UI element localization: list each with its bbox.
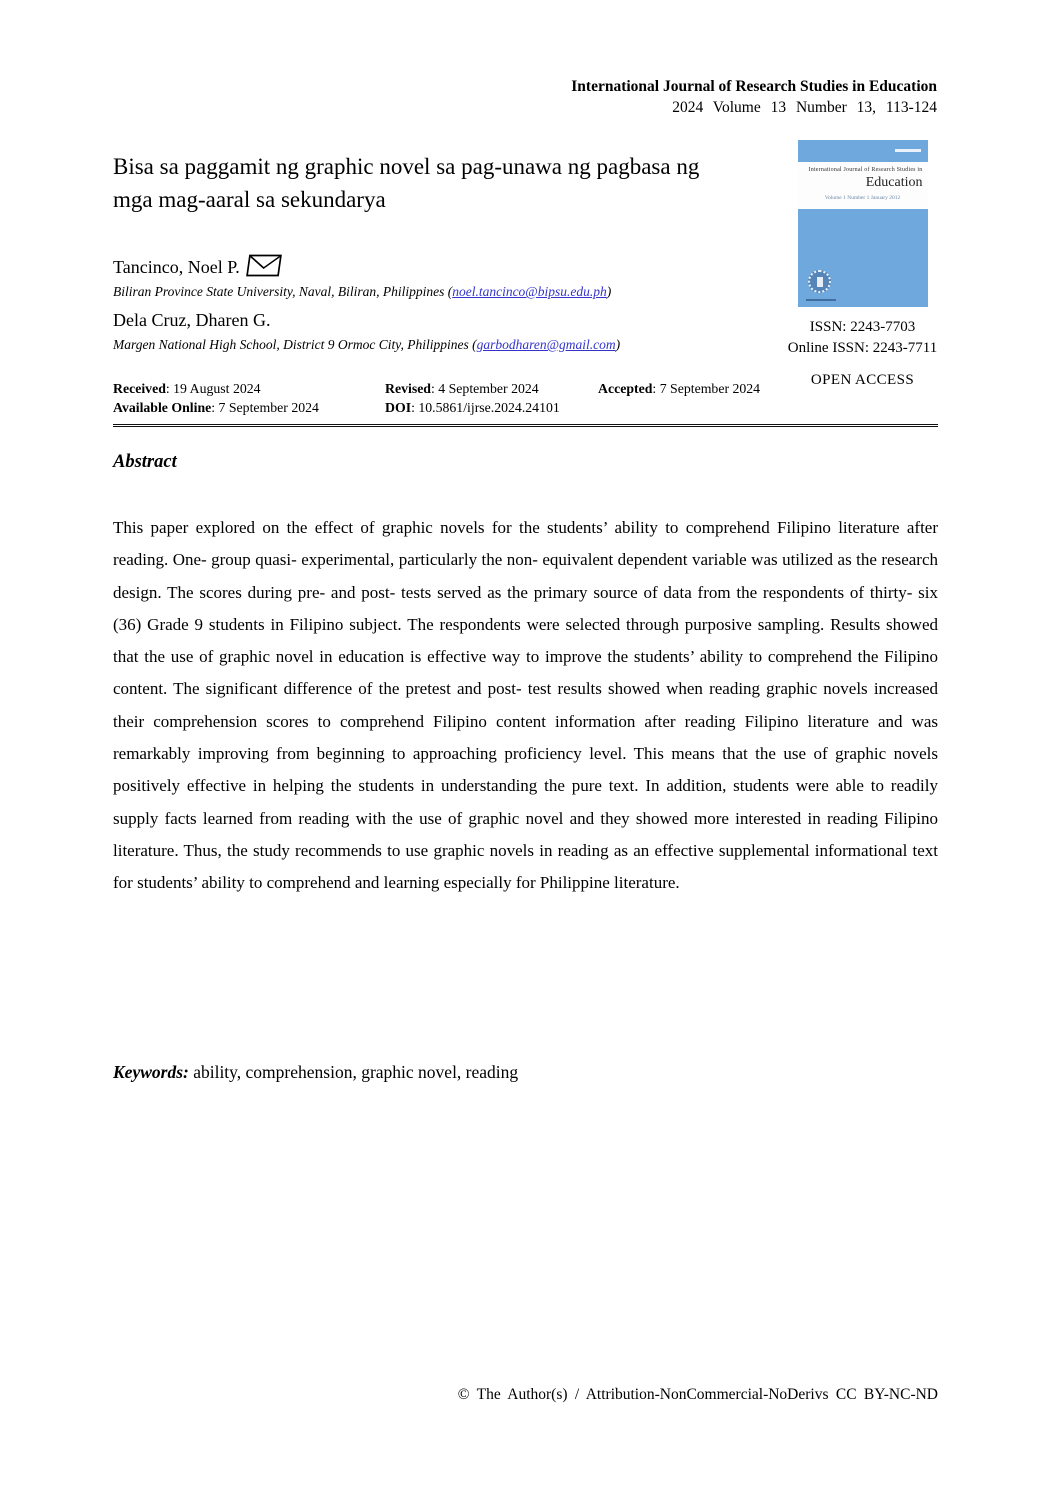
received-label: Received — [113, 381, 166, 396]
cover-volume-line: Volume 1 Number 1 January 2012 — [824, 195, 901, 201]
author-name-2 — [113, 307, 773, 333]
accepted-value: : 7 September 2024 — [652, 381, 761, 396]
cover-top-band — [798, 140, 928, 162]
received-date — [113, 380, 385, 397]
doi-label: DOI — [385, 400, 412, 415]
keywords-line — [113, 1062, 938, 1083]
keywords-list: ability, comprehension, graphic novel, reading — [193, 1062, 519, 1082]
revised-value: : 4 September 2024 — [431, 381, 539, 396]
accepted-label: Accepted — [598, 381, 653, 396]
cover-journal-large-title: Education — [865, 175, 923, 190]
affiliation-1-suffix: ) — [606, 284, 612, 299]
article-title: Bisa sa paggamit ng graphic novel sa pag-unawa ng pagbasa ng mga mag-aaral sa sekundarya — [113, 154, 700, 212]
author-affiliation-1 — [113, 283, 773, 301]
cover-blue-area — [798, 209, 928, 307]
affiliation-2-prefix: Margen National High School, District 9 Ormoc City, Philippines ( — [113, 337, 477, 352]
issn-block — [785, 317, 940, 359]
journal-name: International Journal of Research Studies in Education — [571, 78, 937, 95]
cover-journal-small-title: International Journal of Research Studies in — [808, 167, 923, 173]
available-online-date — [113, 399, 385, 416]
available-online-label: Available Online — [113, 400, 212, 415]
cover-band-smalltext — [895, 149, 921, 152]
author-email-link-2[interactable]: garbodharen@gmail.com — [476, 337, 616, 352]
received-value: : 19 August 2024 — [165, 381, 261, 396]
author-name-2-text: Dela Cruz, Dharen G. — [113, 310, 271, 330]
revised-label: Revised — [385, 381, 431, 396]
cover-title-band — [798, 162, 928, 209]
journal-issue-line: 2024 Volume 13 Number 13, 113-124 — [672, 99, 937, 116]
revised-date — [385, 380, 598, 397]
available-online-value: : 7 September 2024 — [211, 400, 319, 415]
authors-block — [113, 254, 773, 360]
doi-value: : 10.5861/ijrse.2024.24101 — [411, 400, 560, 415]
issn-print: ISSN: 2243-7703 — [809, 319, 916, 335]
abstract-body: This paper explored on the effect of graphic novels for the students’ ability to comprehend Filipino literature after reading. One- group quasi- experimental, particularly the non- equivalent dependent variable was utilized as the research design. The scores during pre- and post- tests served as the primary source of data from the respondents of thirty- six (36) Grade 9 students in Filipino subject. The respondents were selected through purposive sampling. Results showed that the use of graphic novel in education is effective way to improve the students’ ability to comprehend the Filipino content. The significant difference of the pretest and post- test results showed when reading graphic novels increased their comprehension scores to comprehend Filipino content information after reading Filipino literature and was remarkably improving from beginning to approaching proficiency level. This means that the use of graphic novels positively effective in helping the students in understanding the pure text. In addition, students were able to readily supply facts learned from reading with the use of graphic novel and they showed more interested in reading Filipino literature. Thus, the study recommends to use graphic novels in reading as an effective supplemental informational text for students’ ability to comprehend and learning especially for Philippine literature. — [113, 518, 938, 893]
author-affiliation-2 — [113, 336, 773, 354]
doi — [385, 399, 598, 416]
keywords-label: Keywords: — [113, 1062, 189, 1082]
envelope-icon — [245, 254, 282, 277]
publisher-emblem-caption — [806, 299, 836, 301]
abstract-heading: Abstract — [113, 452, 177, 472]
publisher-emblem-icon — [808, 270, 831, 293]
copyright-footer: © The Author(s) / Attribution-NonCommercial-NoDerivs CC BY-NC-ND — [457, 1386, 938, 1403]
journal-cover-thumbnail — [798, 140, 928, 307]
author-name-1 — [113, 254, 773, 280]
author-name-1-text: Tancinco, Noel P. — [113, 257, 240, 277]
affiliation-2-suffix: ) — [615, 337, 621, 352]
affiliation-1-prefix: Biliran Province State University, Naval, Biliran, Philippines ( — [113, 284, 453, 299]
journal-header — [571, 76, 937, 119]
dates-spacer — [598, 399, 938, 416]
journal-cover-column — [785, 140, 940, 389]
open-access-label: OPEN ACCESS — [810, 372, 915, 388]
issn-online: Online ISSN: 2243-7711 — [787, 340, 938, 356]
author-email-link-1[interactable]: noel.tancinco@bipsu.edu.ph — [452, 284, 607, 299]
